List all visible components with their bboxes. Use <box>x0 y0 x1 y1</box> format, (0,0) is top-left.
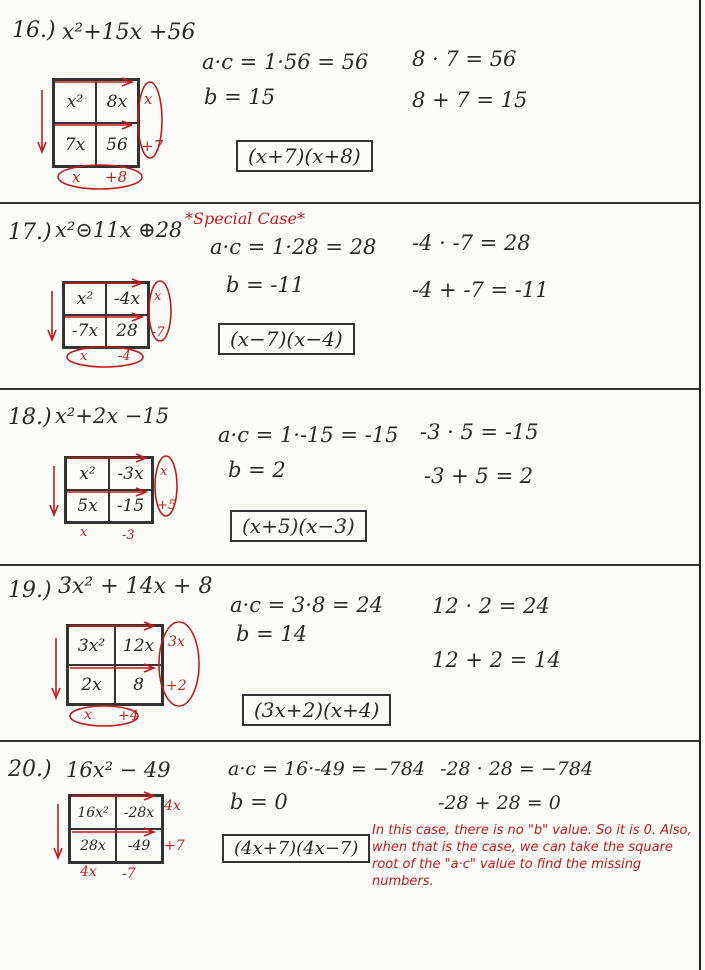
explanation-note: In this case, there is no "b" value. So it is 0. Also, when that is the case, we can take the square root of the "a·c" value to find the missing numbers. <box>372 823 692 889</box>
answer-box: (x−7)(x−4) <box>218 323 355 355</box>
box-cell: -4x <box>106 283 148 315</box>
product-line: -28 · 28 = −784 <box>440 758 594 780</box>
problem-number: 16.) <box>12 18 56 43</box>
ac-line: a·c = 1·56 = 56 <box>202 50 369 74</box>
special-case-note: *Special Case* <box>185 209 305 228</box>
problem-16 <box>0 0 700 205</box>
box-cell: x² <box>66 458 109 490</box>
box-cell: -49 <box>116 829 162 862</box>
bottom-factor: +8 <box>105 168 128 186</box>
side-factor: 3x <box>168 634 185 650</box>
bottom-factor: -4 <box>118 349 131 364</box>
sum-line: -3 + 5 = 2 <box>424 464 534 488</box>
side-factor: +7 <box>164 838 185 854</box>
side-factor: x <box>160 464 168 479</box>
box-cell: x² <box>54 80 96 123</box>
problem-expression: x²+15x +56 <box>62 20 196 45</box>
ac-line: a·c = 1·-15 = -15 <box>218 423 399 447</box>
ac-line: a·c = 16·-49 = −784 <box>228 758 426 780</box>
bottom-factor: +4 <box>118 708 139 724</box>
b-line: b = 2 <box>228 458 286 482</box>
problem-expression: 16x² − 49 <box>66 758 171 782</box>
answer-box: (x+7)(x+8) <box>236 140 373 172</box>
side-factor: +2 <box>166 678 187 694</box>
b-line: b = 15 <box>204 85 276 109</box>
side-factor: x <box>144 90 153 108</box>
ac-line: a·c = 1·28 = 28 <box>210 235 377 259</box>
sum-line: -28 + 28 = 0 <box>438 792 561 814</box>
problem-number: 20.) <box>8 757 52 782</box>
box-cell: 2x <box>68 665 115 704</box>
answer-box: (4x+7)(4x−7) <box>222 834 370 863</box>
box-cell: 12x <box>115 626 162 665</box>
box-cell: 28x <box>70 829 116 862</box>
problem-19 <box>0 566 700 741</box>
sum-line: 12 + 2 = 14 <box>432 648 561 672</box>
bottom-factor: x <box>72 168 81 186</box>
product-line: -4 · -7 = 28 <box>412 231 531 255</box>
box-cell: -15 <box>109 490 152 522</box>
bottom-factor: x <box>80 525 88 540</box>
problem-number: 17.) <box>8 220 52 245</box>
box-cell: x² <box>64 283 106 315</box>
box-cell: -28x <box>116 796 162 829</box>
bottom-factor: x <box>80 349 88 364</box>
problem-17 <box>0 205 700 390</box>
box-cell: 16x² <box>70 796 116 829</box>
problem-20 <box>0 742 700 967</box>
side-factor: +7 <box>141 137 164 155</box>
b-line: b = 0 <box>230 790 288 814</box>
b-line: b = -11 <box>226 273 305 297</box>
box-cell: 56 <box>96 123 138 166</box>
problem-expression: x²+2x −15 <box>55 404 170 428</box>
bottom-factor: 4x <box>80 864 97 880</box>
box-cell: 8x <box>96 80 138 123</box>
problem-18 <box>0 390 700 565</box>
bottom-factor: -7 <box>122 866 136 882</box>
product-line: 12 · 2 = 24 <box>432 594 550 618</box>
answer-box: (3x+2)(x+4) <box>242 694 391 726</box>
problem-expression: x²⊝11x ⊕28 <box>55 218 183 242</box>
bottom-factor: -3 <box>122 528 135 543</box>
sum-line: 8 + 7 = 15 <box>412 88 528 112</box>
b-line: b = 14 <box>236 622 308 646</box>
box-cell: 8 <box>115 665 162 704</box>
ac-line: a·c = 3·8 = 24 <box>230 593 383 617</box>
bottom-factor: x <box>84 707 92 723</box>
problem-expression: 3x² + 14x + 8 <box>58 574 213 599</box>
box-cell: 5x <box>66 490 109 522</box>
side-factor: x <box>154 289 162 304</box>
problem-number: 18.) <box>8 405 52 430</box>
side-factor: 4x <box>164 798 181 814</box>
box-cell: 3x² <box>68 626 115 665</box>
box-cell: -7x <box>64 315 106 347</box>
divider <box>0 202 700 204</box>
problem-number: 19.) <box>8 578 52 603</box>
side-factor: +5 <box>157 498 177 513</box>
product-line: 8 · 7 = 56 <box>412 47 517 71</box>
box-cell: 28 <box>106 315 148 347</box>
sum-line: -4 + -7 = -11 <box>412 278 549 302</box>
product-line: -3 · 5 = -15 <box>420 420 539 444</box>
box-cell: 7x <box>54 123 96 166</box>
box-cell: -3x <box>109 458 152 490</box>
side-factor: -7 <box>152 325 165 340</box>
answer-box: (x+5)(x−3) <box>230 510 367 542</box>
